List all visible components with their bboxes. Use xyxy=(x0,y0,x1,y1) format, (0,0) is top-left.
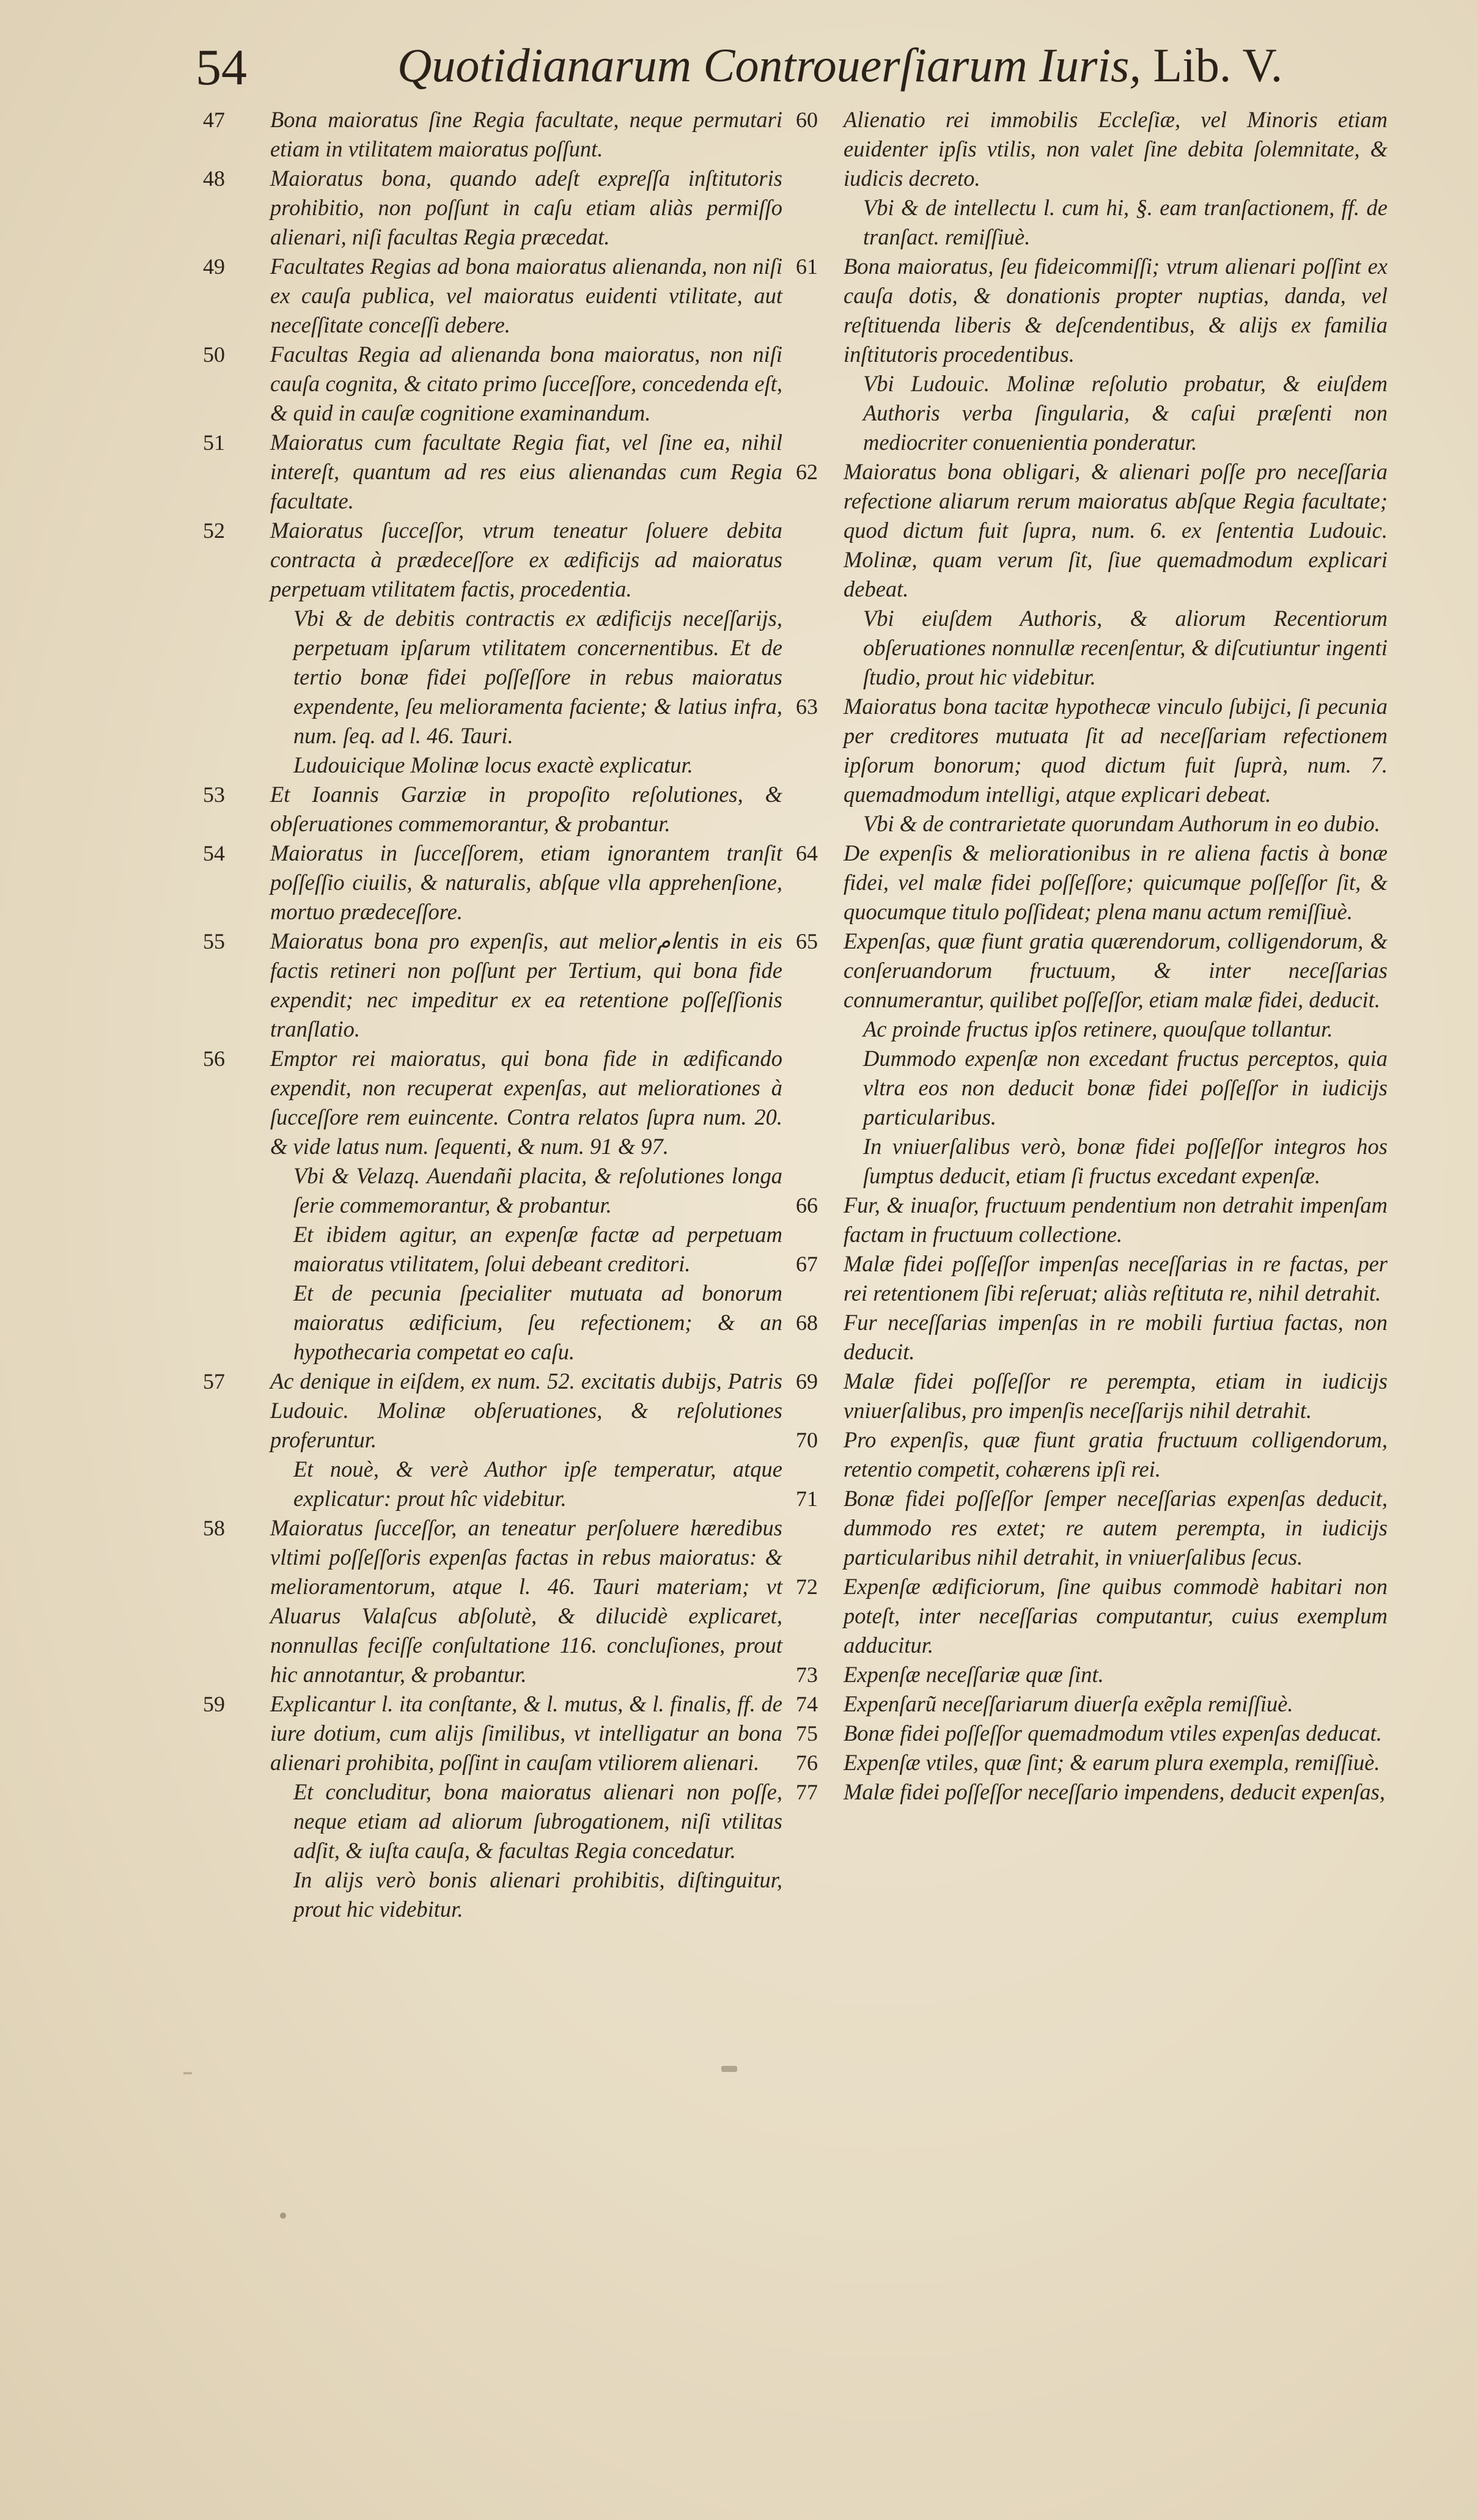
entry-number: 62 xyxy=(796,460,818,484)
entry-number: 67 xyxy=(796,1252,818,1276)
entry-number: 50 xyxy=(203,342,225,367)
index-entry xyxy=(196,340,782,428)
entry-text: Malæ fidei poſſeſſor re perempta, etiam in iudicijs vniuerſalibus, pro impenſis neceſſarijs nihil detrahit. xyxy=(844,1368,1388,1423)
sub-entry-text: Vbi & de intellectu l. cum hi, §. eam tranſactionem, ff. de tranſact. remiſſiuè. xyxy=(863,195,1388,249)
index-entry xyxy=(196,1367,782,1455)
entry-number: 54 xyxy=(203,841,225,865)
entry-text: Facultas Regia ad alienanda bona maioratus, non niſi cauſa cognita, & citato primo ſucceſſore, concedenda eſt, & quid in cauſæ cognitione examinandum. xyxy=(270,342,782,425)
entry-number: 75 xyxy=(796,1721,818,1746)
right-column xyxy=(789,105,1388,1807)
index-entry xyxy=(789,1777,1388,1807)
index-entry xyxy=(196,252,782,340)
running-title xyxy=(397,38,1282,93)
sub-entry-text: Et de pecunia ſpecialiter mutuata ad bonorum maioratus ædificium, ſeu refectionem; & an hypothecaria competat eo caſu. xyxy=(293,1280,782,1364)
sub-entry-text: Et nouè, & verè Author ipſe temperatur, atque explicatur: prout hîc videbitur. xyxy=(293,1457,782,1511)
index-entry xyxy=(789,1367,1388,1425)
entry-text: Maioratus ſucceſſor, vtrum teneatur ſoluere debita contracta à prædeceſſore ex ædificijs ad maioratus perpetuam vtilitatem factis, procedentia. xyxy=(270,518,782,601)
entry-number: 71 xyxy=(796,1486,818,1511)
entry-number: 57 xyxy=(203,1369,225,1394)
index-entry xyxy=(789,1748,1388,1777)
sub-entry-text: Vbi Ludouic. Molinæ reſolutio probatur, & eiuſdem Authoris verba ſingularia, & caſui præſenti non mediocriter conuenientia ponderatur. xyxy=(863,371,1388,455)
entry-number: 52 xyxy=(203,518,225,543)
sub-entry-text: Vbi & de debitis contractis ex ædificijs neceſſarijs, perpetuam ipſarum vtilitatem concernentibus. Et de tertio bonæ fidei poſſeſſore in rebus maioratus expendente, ſeu melioramenta faciente; & latius infra, num. ſeq. ad l. 46. Tauri. xyxy=(293,606,782,748)
index-entry xyxy=(789,1249,1388,1308)
sub-entry-text: Ac proinde fructus ipſos retinere, quouſque tollantur. xyxy=(863,1016,1333,1041)
index-entry xyxy=(196,927,782,1044)
entry-text: Malæ fidei poſſeſſor impenſas neceſſarias in re factas, per rei retentionem ſibi reſeruat; aliàs reſtituta re, nihil detrahit. xyxy=(844,1251,1388,1306)
index-entry xyxy=(196,428,782,516)
sub-entry-text: Et ibidem agitur, an expenſæ factæ ad perpetuam maioratus vtilitatem, ſolui debeant creditori. xyxy=(293,1222,782,1276)
entry-text: Pro expenſis, quæ fiunt gratia fructuum colligendorum, retentio competit, cohærens ipſi rei. xyxy=(844,1427,1388,1482)
index-entry xyxy=(789,105,1388,193)
ink-blot xyxy=(721,2066,737,2072)
ink-dot xyxy=(280,2213,286,2219)
entry-number: 74 xyxy=(796,1692,818,1716)
index-entry xyxy=(789,692,1388,809)
entry-number: 77 xyxy=(796,1780,818,1804)
entry-text: Expenſarũ neceſſariarum diuerſa exẽpla remiſſiuè. xyxy=(844,1691,1293,1716)
entry-number: 49 xyxy=(203,254,225,279)
entry-text: Maioratus cum facultate Regia fiat, vel ſine ea, nihil intereſt, quantum ad res eius alienandas cum Regia facultate. xyxy=(270,430,782,513)
entry-text: Maioratus bona tacitæ hypothecæ vinculo ſubijci, ſi pecunia per creditores mutuata ſit ad neceſſariam refectionem ipſorum bonorum; quod dictum fuit ſuprà, num. 7. quemadmodum intelligi, atque explicari debeat. xyxy=(844,694,1388,807)
index-entry xyxy=(196,780,782,839)
entry-text: Malæ fidei poſſeſſor neceſſario impendens, deducit expenſas, xyxy=(844,1779,1385,1804)
index-entry xyxy=(196,516,782,604)
index-entry xyxy=(196,839,782,927)
entry-text: Alienatio rei immobilis Eccleſiæ, vel Minoris etiam euidenter ipſis vtilis, non valet ſine debita ſolemnitate, & iudicis decreto. xyxy=(844,107,1388,191)
index-entry xyxy=(196,105,782,164)
entry-number: 58 xyxy=(203,1516,225,1540)
entry-text: Bona maioratus ſine Regia facultate, neque permutari etiam in vtilitatem maioratus poſſunt. xyxy=(270,107,782,161)
page-number: 54 xyxy=(196,39,247,96)
entry-number: 64 xyxy=(796,841,818,865)
entry-text: Bona maioratus, ſeu fideicommiſſi; vtrum alienari poſſint ex cauſa dotis, & donationis propter nuptias, danda, vel reſtituenda liberis & deſcendentibus, & alijs ex familia inſtitutoris procedentibus. xyxy=(844,254,1388,367)
entry-number: 53 xyxy=(203,782,225,807)
sub-entry-text: Ludouicique Molinæ locus exactè explicatur. xyxy=(293,752,693,777)
index-entry xyxy=(789,1191,1388,1249)
index-entry xyxy=(789,1572,1388,1660)
entry-number: 60 xyxy=(796,108,818,132)
entry-number: 59 xyxy=(203,1692,225,1716)
entry-text: Expenſæ ædificiorum, ſine quibus commodè habitari non poteſt, inter neceſſarias computantur, cuius exemplum adducitur. xyxy=(844,1574,1388,1658)
sub-entry-text: Et concluditur, bona maioratus alienari non poſſe, neque etiam ad aliorum ſubrogationem, niſi vtilitas adſit, & iuſta cauſa, & facultas Regia concedatur. xyxy=(293,1779,782,1863)
running-title-text: Quotidianarum Controuerſiarum Iuris, xyxy=(397,39,1142,92)
entry-text: Bonæ fidei poſſeſſor ſemper neceſſarias expenſas deducit, dummodo res extet; re autem perempta, in iudicijs particularibus nihil detrahit, in vniuerſalibus ſecus. xyxy=(844,1486,1388,1570)
entry-text: Expenſæ neceſſariæ quæ ſint. xyxy=(844,1662,1104,1687)
entry-text: Maioratus bona, quando adeſt expreſſa inſtitutoris prohibitio, non poſſunt in caſu etiam aliàs permiſſo alienari, niſi facultas Regia præcedat. xyxy=(270,166,782,249)
sub-entry-text: Dummodo expenſæ non excedant fructus perceptos, quia vltra eos non deducit bonæ fidei poſſeſſor in iudicijs particularibus. xyxy=(863,1046,1388,1130)
index-entry xyxy=(196,1513,782,1689)
index-entry xyxy=(789,839,1388,927)
entry-text: De expenſis & meliorationibus in re aliena factis à bonæ fidei, vel malæ fidei poſſeſſore; quicumque poſſeſſor ſit, & quocumque titulo poſſideat; plena manu actum remiſſiuè. xyxy=(844,840,1388,924)
index-entry xyxy=(789,1308,1388,1367)
entry-text: Et Ioannis Garziæ in propoſito reſolutiones, & obſeruationes commemorantur, & probantur. xyxy=(270,782,782,836)
entry-text: Ac denique in eiſdem, ex num. 52. excitatis dubijs, Patris Ludouic. Molinæ obſeruationes, & reſolutiones proferuntur. xyxy=(270,1368,782,1452)
entry-text: Bonæ fidei poſſeſſor quemadmodum vtiles expenſas deducat. xyxy=(844,1721,1382,1746)
index-entry xyxy=(789,1719,1388,1748)
entry-text: Maioratus bona pro expenſis, aut meliorامentis in eis factis retineri non poſſunt per Tertium, qui bona fide expendit; nec impeditur ex ea retentione poſſeſſionis tranſlatio. xyxy=(270,928,782,1041)
index-entry xyxy=(789,1425,1388,1484)
entry-number: 61 xyxy=(796,254,818,279)
sub-entry-text: Vbi eiuſdem Authoris, & aliorum Recentiorum obſeruationes nonnullæ recenſentur, & diſcutiuntur ingenti ſtudio, prout hic videbitur. xyxy=(863,606,1388,689)
entry-number: 69 xyxy=(796,1369,818,1394)
index-entry xyxy=(789,927,1388,1015)
sub-entry-text: Vbi & de contrarietate quorundam Authorum in eo dubio. xyxy=(863,811,1380,836)
entry-number: 56 xyxy=(203,1046,225,1071)
entry-number: 70 xyxy=(796,1428,818,1452)
index-entry xyxy=(789,252,1388,369)
entry-number: 73 xyxy=(796,1662,818,1687)
running-title-book: Lib. V. xyxy=(1141,39,1283,92)
entry-text: Maioratus ſucceſſor, an teneatur perſoluere hæredibus vltimi poſſeſſoris expenſas factas in rebus maioratus: & melioramentorum, atque l. 46. Tauri materiam; vt Aluarus Valaſcus abſolutè, & dilucidè explicaret, nonnullas feciſſe conſultatione 116. concluſiones, prout hic annotantur, & probantur. xyxy=(270,1515,782,1687)
entry-text: Expenſæ vtiles, quæ ſint; & earum plura exempla, remiſſiuè. xyxy=(844,1750,1380,1775)
entry-text: Fur, & inuaſor, fructuum pendentium non detrahit impenſam factam in fructuum collectione. xyxy=(844,1192,1388,1247)
entry-text: Explicantur l. ita conſtante, & l. mutus, & l. finalis, ff. de iure dotium, cum alijs ſimilibus, vt intelligatur an bona alienari prohibita, poſſint in cauſam vtiliorem alienari. xyxy=(270,1691,782,1775)
entry-number: 55 xyxy=(203,929,225,953)
entry-number: 51 xyxy=(203,430,225,455)
index-entry xyxy=(789,1484,1388,1572)
entry-number: 68 xyxy=(796,1310,818,1335)
index-entry xyxy=(789,457,1388,604)
entry-number: 63 xyxy=(796,694,818,719)
entry-number: 72 xyxy=(796,1574,818,1599)
entry-text: Expenſas, quæ fiunt gratia quærendorum, colligendorum, & conſeruandorum fructuum, & inter neceſſarias connumerantur, quilibet poſſeſſor, etiam malæ fidei, deducit. xyxy=(844,928,1388,1012)
entry-number: 76 xyxy=(796,1750,818,1775)
entry-text: Maioratus bona obligari, & alienari poſſe pro neceſſaria refectione aliarum rerum maioratus abſque Regia facultate; quod dictum fuit ſupra, num. 6. ex ſententia Ludouic. Molinæ, quam verum ſit, ſiue quemadmodum explicari debeat. xyxy=(844,459,1388,601)
left-column xyxy=(196,105,782,1924)
entry-number: 65 xyxy=(796,929,818,953)
entry-number: 47 xyxy=(203,108,225,132)
index-entry xyxy=(789,1689,1388,1719)
ink-mark xyxy=(183,2072,192,2074)
index-entry xyxy=(196,1689,782,1777)
entry-text: Maioratus in ſucceſſorem, etiam ignorantem tranſit poſſeſſio ciuilis, & naturalis, abſque vlla apprehenſione, mortuo prædeceſſore. xyxy=(270,840,782,924)
entry-number: 66 xyxy=(796,1193,818,1218)
index-entry xyxy=(789,1660,1388,1689)
sub-entry-text: In vniuerſalibus verò, bonæ fidei poſſeſſor integros hos ſumptus deducit, etiam ſi fructus excedant expenſæ. xyxy=(863,1134,1388,1188)
sub-entry-text: In alijs verò bonis alienari prohibitis, diſtinguitur, prout hic videbitur. xyxy=(293,1867,782,1922)
index-entry xyxy=(196,1044,782,1161)
entry-text: Facultates Regias ad bona maioratus alienanda, non niſi ex cauſa publica, vel maioratus euidenti vtilitate, aut neceſſitate conceſſi debere. xyxy=(270,254,782,337)
page-header xyxy=(196,38,1296,111)
entry-number: 48 xyxy=(203,166,225,191)
entry-text: Fur neceſſarias impenſas in re mobili furtiua factas, non deducit. xyxy=(844,1310,1388,1364)
entry-text: Emptor rei maioratus, qui bona fide in ædificando expendit, non recuperat expenſas, aut meliorationes à ſucceſſore rem euincente. Contra relatos ſupra num. 20. & vide latus num. ſequenti, & num. 91 & 97. xyxy=(270,1046,782,1159)
index-entry xyxy=(196,164,782,252)
sub-entry-text: Vbi & Velazq. Auendañi placita, & reſolutiones longa ſerie commemorantur, & probantur. xyxy=(293,1163,782,1218)
